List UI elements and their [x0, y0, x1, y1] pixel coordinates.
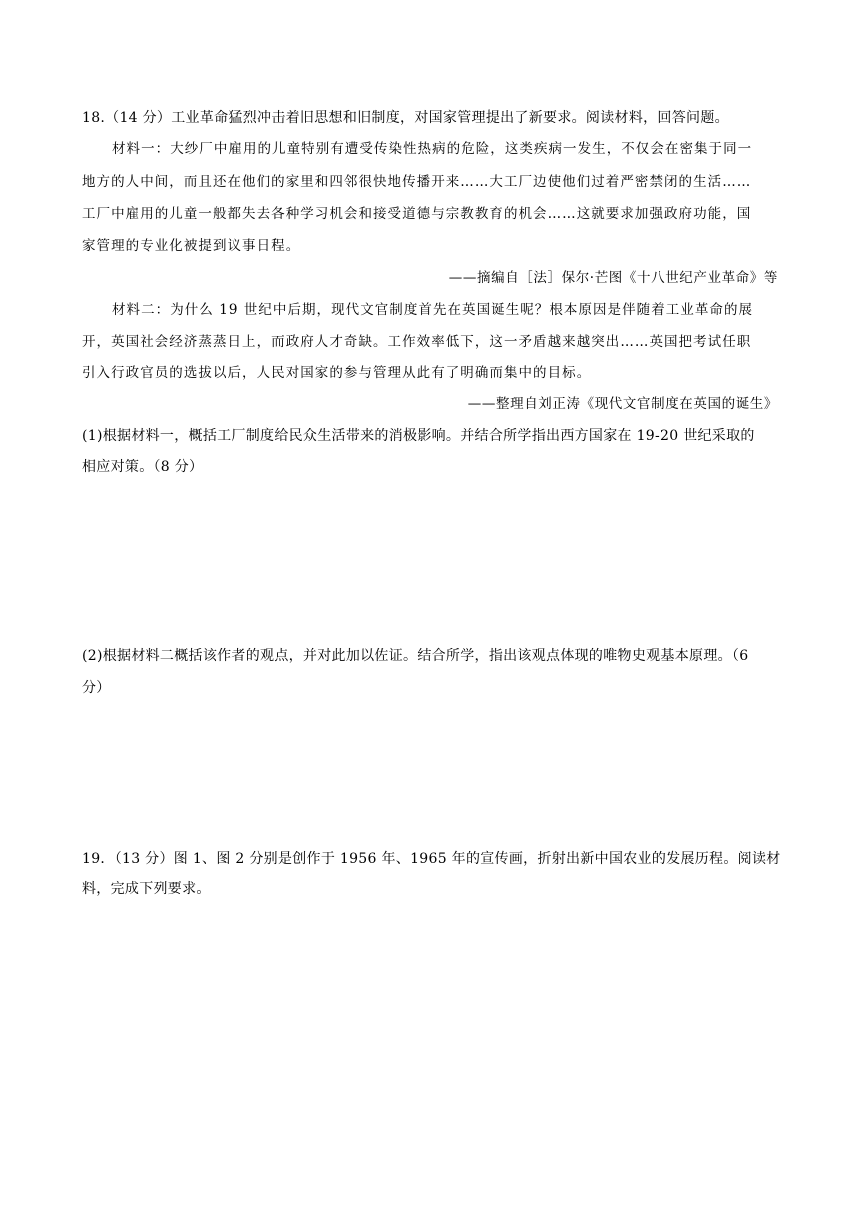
q18-material1-line2: 地方的人中间，而且还在他们的家里和四邻很快地传播开来……大工厂边使他们过着严密禁闭的生活……: [82, 174, 752, 190]
q18-material2-line3: 引入行政官员的选拔以后，人民对国家的参与管理从此有了明确而集中的目标。: [82, 365, 592, 381]
q18-sub2-line1: (2)根据材料二概括该作者的观点，并对此加以佐证。结合所学，指出该观点体现的唯物史观基本原理。（6: [82, 648, 749, 664]
q18-source2: ——整理自刘正涛《现代文官制度在英国的诞生》: [467, 396, 778, 412]
q18-stem: 18.（14 分）工业革命猛烈冲击着旧思想和旧制度，对国家管理提出了新要求。阅读材料，回答问题。: [82, 110, 729, 126]
q18-sub2-line2: 分）: [82, 680, 111, 696]
q18-sub1-line2: 相应对策。（8 分）: [82, 459, 204, 475]
q18-material2-line2: 开，英国社会经济蒸蒸日上，而政府人才奇缺。工作效率低下，这一矛盾越来越突出……英国把考试任职: [82, 334, 752, 350]
q19-stem-line2: 料，完成下列要求。: [82, 881, 211, 897]
q18-material2-line1: 材料二：为什么 19 世纪中后期，现代文官制度首先在英国诞生呢？根本原因是伴随着工业革命的展: [112, 302, 754, 318]
q18-source1: ——摘编自［法］保尔·芒图《十八世纪产业革命》等: [448, 270, 778, 286]
q18-sub1-line1: (1)根据材料一，概括工厂制度给民众生活带来的消极影响。并结合所学指出西方国家在 19-20 世纪采取的: [82, 428, 755, 444]
q19-stem-line1: 19．（13 分）图 1、图 2 分别是创作于 1956 年、1965 年的宣传画，折射出新中国农业的发展历程。阅读材: [82, 851, 781, 867]
q18-material1-line3: 工厂中雇用的儿童一般都失去各种学习机会和接受道德与宗教教育的机会……这就要求加强政府功能，国: [82, 206, 752, 222]
q18-material1-line1: 材料一：大纱厂中雇用的儿童特别有遭受传染性热病的危险，这类疾病一发生，不仅会在密集于同一: [112, 141, 753, 157]
q18-material1-line4: 家管理的专业化被提到议事日程。: [82, 238, 301, 254]
